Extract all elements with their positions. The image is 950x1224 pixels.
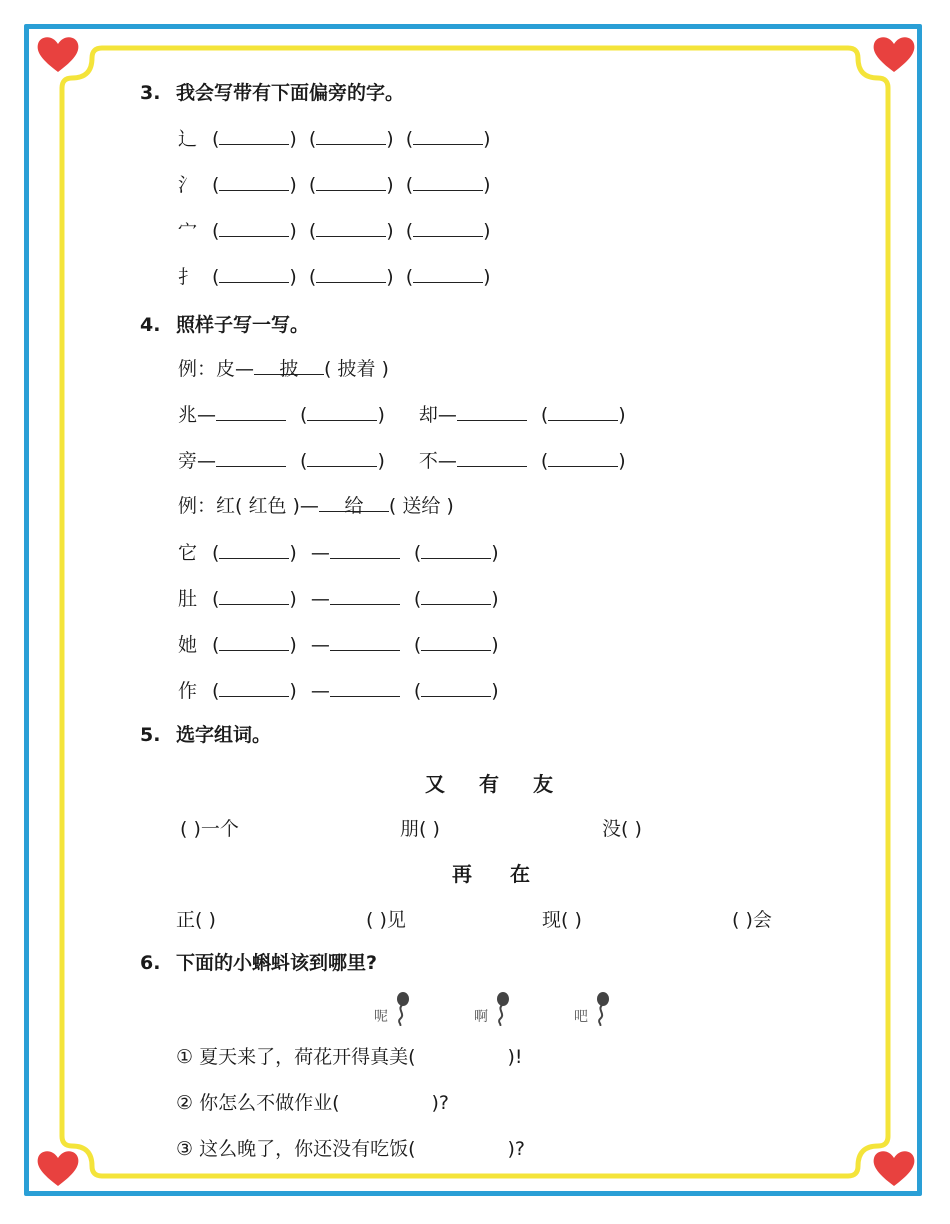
- example-prefix: 例：皮—: [178, 358, 255, 380]
- question-4-title: [140, 312, 309, 338]
- choice-char: 友: [533, 772, 553, 796]
- answer-blank[interactable]: [413, 216, 483, 237]
- fill-item: 现( ): [542, 909, 582, 931]
- example-answer-text: 给: [344, 495, 364, 517]
- open-paren: (: [413, 634, 422, 656]
- open-paren: (: [413, 542, 422, 564]
- answer-blank[interactable]: [421, 584, 491, 605]
- answer-blank[interactable]: [219, 124, 289, 145]
- fill-item: 朋( ): [400, 818, 440, 840]
- open-paren: (: [212, 542, 220, 564]
- close-paren: ): [289, 588, 297, 610]
- radical-row: [178, 216, 503, 243]
- answer-blank[interactable]: [216, 400, 286, 421]
- answer-blank[interactable]: [413, 262, 483, 283]
- open-paren: (: [413, 680, 422, 702]
- sentence-text: 你怎么不做作业(: [199, 1092, 340, 1114]
- question-number: 4.: [140, 314, 161, 336]
- open-paren: (: [300, 404, 308, 426]
- close-paren: ): [491, 680, 499, 702]
- open-paren: (: [405, 128, 414, 150]
- tadpole-card: [474, 1006, 488, 1026]
- question-number: 6.: [140, 952, 161, 974]
- sentence-1: [176, 1042, 523, 1069]
- close-paren: ): [289, 266, 297, 288]
- choices-row-2: [452, 858, 530, 887]
- question-3-title: [140, 80, 404, 106]
- close-paren: ): [483, 266, 491, 288]
- answer-blank[interactable]: [219, 584, 289, 605]
- open-paren: (: [405, 174, 414, 196]
- tadpole-icon: [594, 992, 610, 1026]
- radical-char: 辶: [178, 128, 198, 150]
- answer-blank[interactable]: [548, 446, 618, 467]
- example-row-2: [178, 491, 454, 518]
- word-row: [178, 400, 626, 427]
- close-paren: ): [491, 542, 499, 564]
- close-paren: ): [491, 634, 499, 656]
- char-right: 不—: [418, 450, 457, 472]
- dash: —: [310, 542, 330, 564]
- answer-blank[interactable]: [421, 630, 491, 651]
- open-paren: (: [540, 450, 549, 472]
- question-text: 照样子写一写。: [176, 314, 310, 336]
- open-paren: (: [212, 588, 220, 610]
- word-row: [178, 538, 499, 565]
- close-paren: ): [491, 588, 499, 610]
- answer-blank[interactable]: [219, 216, 289, 237]
- question-number: 5.: [140, 724, 161, 746]
- choice-char: 再: [452, 862, 472, 886]
- open-paren: (: [212, 634, 220, 656]
- close-paren: ): [483, 220, 491, 242]
- close-paren: ): [386, 266, 394, 288]
- close-paren: ): [386, 128, 394, 150]
- question-text: 选字组词。: [176, 724, 272, 746]
- tadpole-label: 啊: [474, 1009, 488, 1025]
- answer-blank[interactable]: [219, 630, 289, 651]
- answer-blank[interactable]: [330, 584, 400, 605]
- example-answer: [254, 354, 324, 380]
- sentence-number: ②: [176, 1092, 194, 1114]
- answer-blank[interactable]: [330, 538, 400, 559]
- answer-blank[interactable]: [219, 262, 289, 283]
- sentence-2: [176, 1088, 449, 1115]
- close-paren: ): [386, 220, 394, 242]
- sentence-end: )?: [431, 1092, 450, 1114]
- answer-blank[interactable]: [216, 446, 286, 467]
- dash: —: [310, 634, 330, 656]
- answer-blank[interactable]: [307, 446, 377, 467]
- heart-icon: [36, 34, 80, 74]
- answer-blank[interactable]: [548, 400, 618, 421]
- open-paren: (: [405, 220, 414, 242]
- example-answer-text: 披: [279, 358, 299, 380]
- base-char: 它: [178, 542, 198, 564]
- heart-icon: [872, 34, 916, 74]
- answer-blank[interactable]: [316, 170, 386, 191]
- tadpole-icon: [394, 992, 410, 1026]
- close-paren: ): [377, 450, 385, 472]
- tadpole-card: [574, 1006, 588, 1026]
- radical-row: [178, 170, 503, 197]
- heart-icon: [872, 1148, 916, 1188]
- close-paren: ): [377, 404, 385, 426]
- answer-blank[interactable]: [219, 538, 289, 559]
- base-char: 作: [178, 680, 198, 702]
- answer-blank[interactable]: [219, 676, 289, 697]
- open-paren: (: [405, 266, 414, 288]
- open-paren: (: [212, 174, 220, 196]
- choice-char: 又: [425, 772, 445, 796]
- close-paren: ): [289, 634, 297, 656]
- open-paren: (: [212, 128, 220, 150]
- close-paren: ): [289, 542, 297, 564]
- question-text: 下面的小蝌蚪该到哪里?: [176, 952, 378, 974]
- open-paren: (: [212, 266, 220, 288]
- char-left: 旁—: [178, 450, 217, 472]
- example-paren-word: ( 披着 ): [324, 358, 389, 380]
- answer-blank[interactable]: [421, 676, 491, 697]
- close-paren: ): [289, 680, 297, 702]
- question-text: 我会写带有下面偏旁的字。: [176, 82, 405, 104]
- answer-blank[interactable]: [457, 400, 527, 421]
- sentence-end: )?: [507, 1138, 526, 1160]
- open-paren: (: [212, 220, 220, 242]
- choice-char: 在: [510, 862, 530, 886]
- close-paren: ): [483, 128, 491, 150]
- radical-char: 氵: [178, 174, 198, 196]
- question-number: 3.: [140, 82, 161, 104]
- word-row: [178, 584, 499, 611]
- word-row: [178, 446, 626, 473]
- fill-item: 没( ): [602, 818, 642, 840]
- sentence-number: ①: [176, 1046, 194, 1068]
- tadpole-label: 呢: [374, 1009, 388, 1025]
- base-char: 她: [178, 634, 198, 656]
- answer-blank[interactable]: [421, 538, 491, 559]
- open-paren: (: [308, 174, 317, 196]
- heart-icon: [36, 1148, 80, 1188]
- sentence-end: )!: [507, 1046, 523, 1068]
- answer-blank[interactable]: [457, 446, 527, 467]
- dash: —: [310, 680, 330, 702]
- sentence-number: ③: [176, 1138, 194, 1160]
- fill-item: ( )见: [366, 909, 406, 931]
- example-answer: [319, 491, 389, 517]
- answer-blank[interactable]: [330, 630, 400, 651]
- fill-item: ( )一个: [180, 818, 239, 840]
- answer-blank[interactable]: [316, 124, 386, 145]
- choice-char: 有: [479, 772, 499, 796]
- answer-blank[interactable]: [219, 170, 289, 191]
- sentence-text: 夏天来了，荷花开得真美(: [199, 1046, 416, 1068]
- tadpole-card: [374, 1006, 388, 1026]
- close-paren: ): [483, 174, 491, 196]
- example-paren-word: ( 送给 ): [388, 495, 454, 517]
- open-paren: (: [212, 680, 220, 702]
- fill-item: ( )会: [732, 909, 772, 931]
- question-6-title: [140, 950, 377, 976]
- radical-row: [178, 124, 503, 151]
- sentence-3: [176, 1134, 525, 1161]
- close-paren: ): [289, 174, 297, 196]
- close-paren: ): [289, 128, 297, 150]
- answer-blank[interactable]: [413, 124, 483, 145]
- close-paren: ): [618, 450, 626, 472]
- open-paren: (: [308, 266, 317, 288]
- open-paren: (: [413, 588, 422, 610]
- close-paren: ): [618, 404, 626, 426]
- answer-blank[interactable]: [316, 262, 386, 283]
- radical-char: 扌: [178, 266, 198, 288]
- char-right: 却—: [418, 404, 457, 426]
- answer-blank[interactable]: [330, 676, 400, 697]
- open-paren: (: [300, 450, 308, 472]
- word-row: [178, 630, 499, 657]
- dash: —: [310, 588, 330, 610]
- open-paren: (: [308, 128, 317, 150]
- choices-row-1: [425, 768, 553, 797]
- example-prefix: 例：红( 红色 )—: [178, 495, 319, 517]
- open-paren: (: [308, 220, 317, 242]
- answer-blank[interactable]: [316, 216, 386, 237]
- open-paren: (: [540, 404, 549, 426]
- answer-blank[interactable]: [307, 400, 377, 421]
- base-char: 肚: [178, 588, 198, 610]
- answer-blank[interactable]: [413, 170, 483, 191]
- tadpole-icon: [494, 992, 510, 1026]
- word-row: [178, 676, 499, 703]
- question-5-title: [140, 722, 271, 748]
- char-left: 兆—: [178, 404, 217, 426]
- sentence-text: 这么晚了，你还没有吃饭(: [199, 1138, 416, 1160]
- close-paren: ): [289, 220, 297, 242]
- close-paren: ): [386, 174, 394, 196]
- radical-row: [178, 262, 503, 289]
- radical-char: 宀: [178, 220, 198, 242]
- tadpole-label: 吧: [574, 1009, 588, 1025]
- fill-item: 正( ): [176, 909, 216, 931]
- example-row-1: [178, 354, 389, 381]
